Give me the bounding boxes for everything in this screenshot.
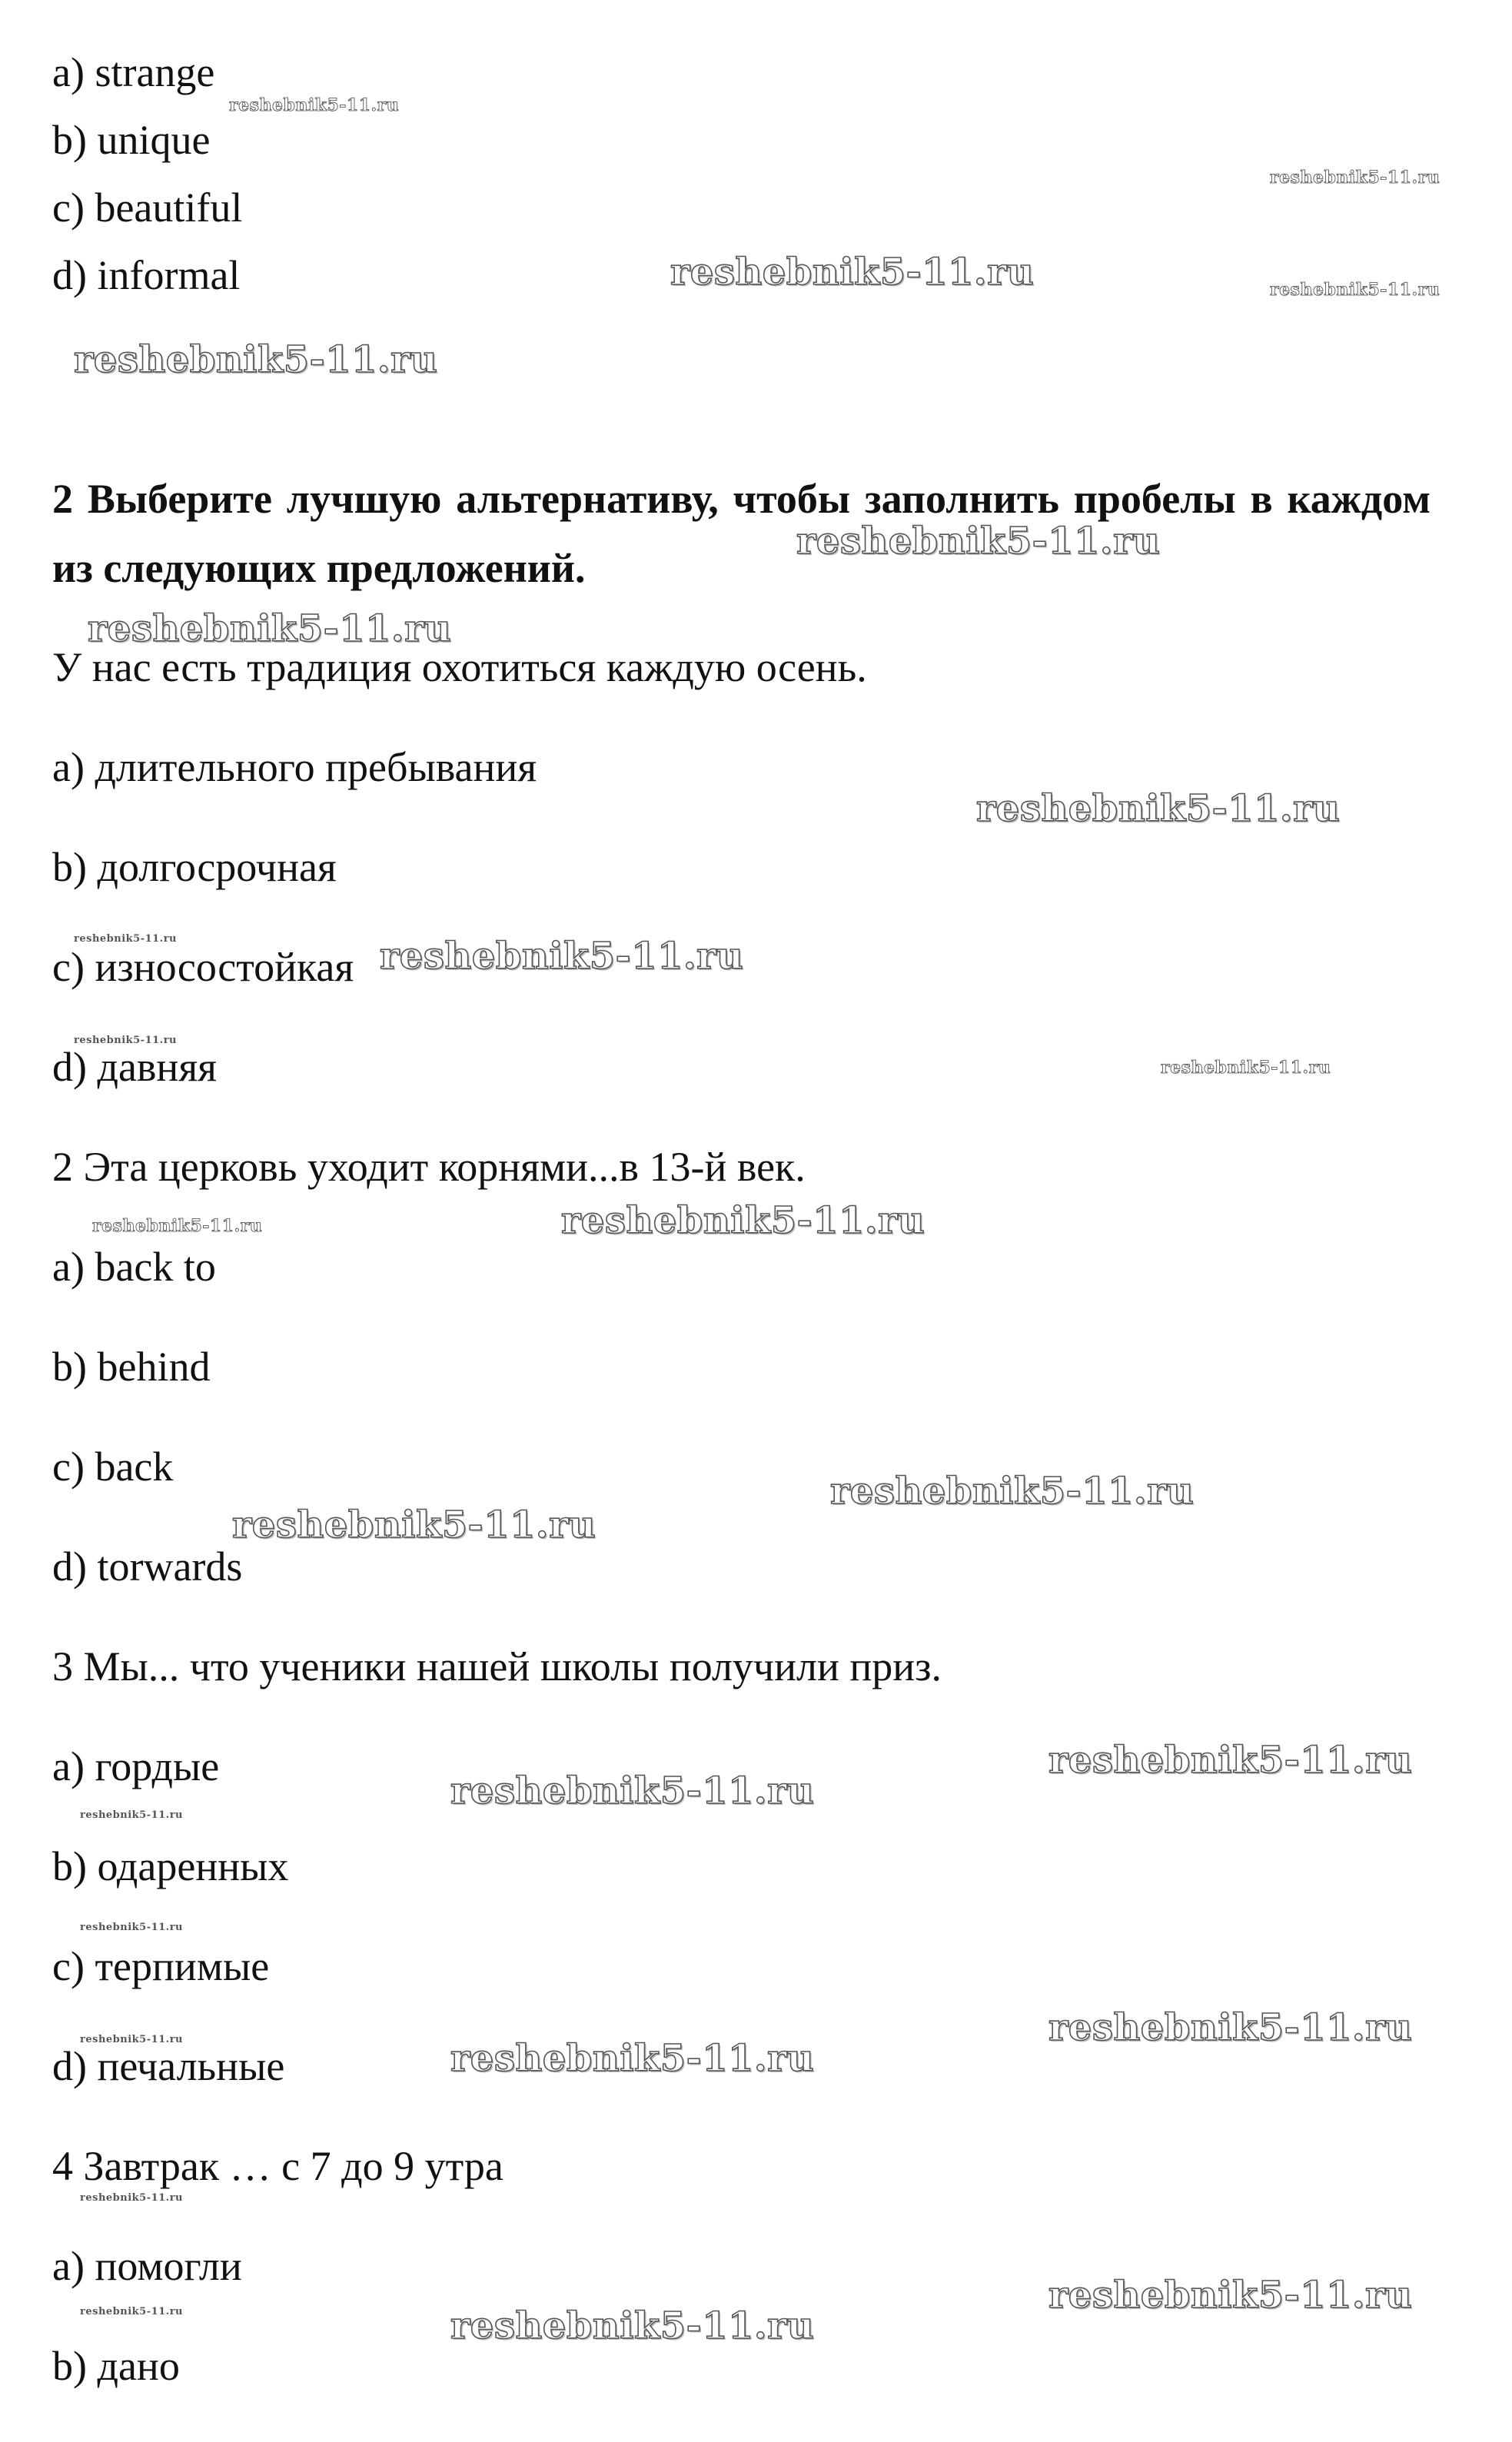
watermark: reshebnik5-11.ru [80,1922,184,1933]
question-3-text: 3 Мы... что ученики нашей школы получили приз. [52,1643,942,1689]
watermark: reshebnik5-11.ru [1048,2006,1413,2049]
question-2-option-b: b) behind [52,1344,211,1390]
watermark: reshebnik5-11.ru [80,1809,184,1821]
task-heading: 2 Выберите лучшую альтернативу, чтобы заполнить пробелы в каждом из следующих предложений. [52,476,1431,591]
question-1-option-a: a) длительного пребывания [52,744,537,790]
watermark: reshebnik5-11.ru [450,2037,815,2080]
question-3-option-b: b) одаренных [52,1843,289,1889]
question-4-text: 4 Завтрак … с 7 до 9 утра [52,2143,503,2189]
option-c: c) beautiful [52,184,243,231]
watermark: reshebnik5-11.ru [1270,168,1441,188]
watermark: reshebnik5-11.ru [74,933,178,945]
watermark: reshebnik5-11.ru [1048,1739,1413,1782]
question-3-option-d: d) печальные [52,2043,285,2089]
question-4-option-a: a) помогли [52,2243,242,2289]
watermark: reshebnik5-11.ru [830,1470,1195,1513]
question-3-option-a: a) гордые [52,1743,220,1789]
watermark: reshebnik5-11.ru [450,1769,815,1812]
watermark: reshebnik5-11.ru [92,1216,263,1236]
question-1-text: У нас есть традиция охотиться каждую осень. [52,644,867,690]
watermark: reshebnik5-11.ru [796,520,1161,563]
question-2-option-d: d) torwards [52,1543,243,1590]
option-a: a) strange [52,49,215,95]
watermark: reshebnik5-11.ru [561,1199,925,1242]
watermark: reshebnik5-11.ru [670,251,1035,294]
watermark: reshebnik5-11.ru [74,1035,178,1046]
question-2-option-c: c) back [52,1444,174,1490]
question-4-option-b: b) дано [52,2343,180,2389]
watermark: reshebnik5-11.ru [80,2192,184,2204]
watermark: reshebnik5-11.ru [80,2306,184,2317]
watermark: reshebnik5-11.ru [80,2034,184,2045]
watermark: reshebnik5-11.ru [1270,280,1441,300]
question-1-option-d: d) давняя [52,1044,217,1090]
watermark: reshebnik5-11.ru [1161,1058,1331,1078]
question-3-option-c: c) терпимые [52,1943,270,1989]
watermark: reshebnik5-11.ru [74,338,438,381]
option-d: d) informal [52,252,241,298]
watermark: reshebnik5-11.ru [976,787,1341,830]
question-2-text: 2 Эта церковь уходит корнями...в 13-й век. [52,1144,806,1190]
option-b: b) unique [52,117,211,163]
question-1-option-b: b) долгосрочная [52,844,337,890]
watermark: reshebnik5-11.ru [1048,2274,1413,2317]
question-2-option-a: a) back to [52,1244,216,1290]
watermark: reshebnik5-11.ru [232,1503,596,1547]
watermark: reshebnik5-11.ru [229,95,400,115]
question-1-option-c: c) износостойкая [52,944,354,990]
watermark: reshebnik5-11.ru [380,935,744,978]
watermark: reshebnik5-11.ru [88,607,452,650]
watermark: reshebnik5-11.ru [450,2304,815,2347]
